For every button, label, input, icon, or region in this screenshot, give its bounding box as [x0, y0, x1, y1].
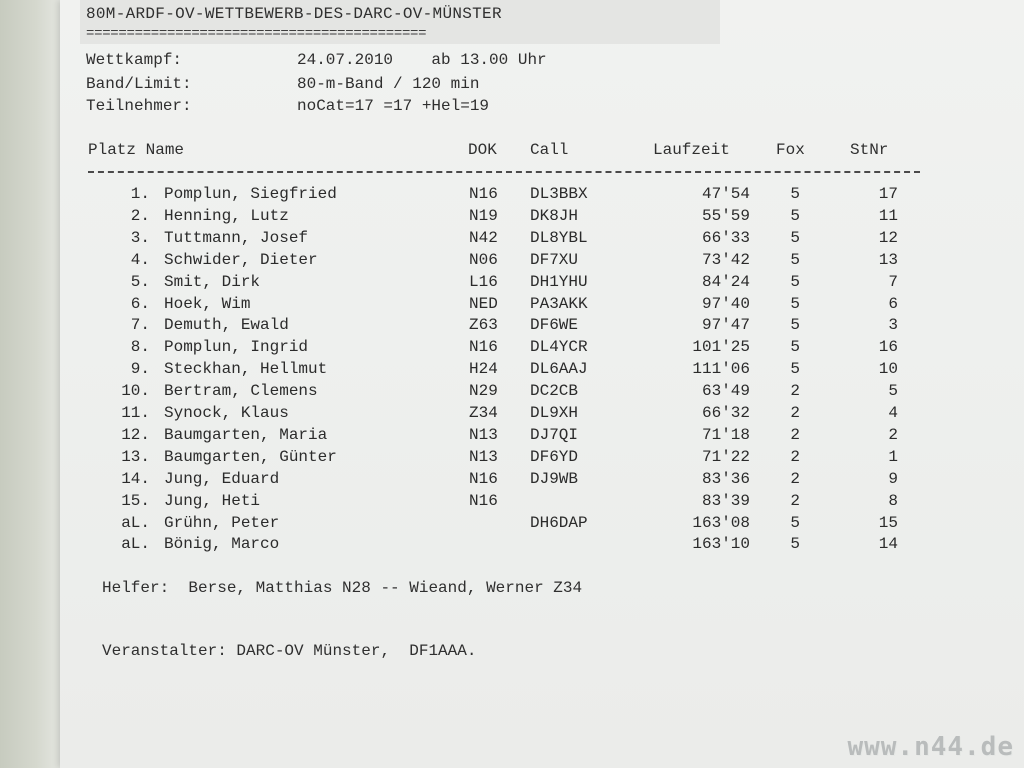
- cell-name: Pomplun, Siegfried: [164, 185, 337, 203]
- cell-laufzeit: 163'08: [692, 513, 750, 532]
- cell-laufzeit: 47'54: [701, 185, 750, 203]
- cell-dok: H24: [469, 360, 498, 379]
- cell-platz: 12.: [121, 425, 150, 444]
- cell-call: DH1YHU: [530, 272, 588, 291]
- cell-platz: 8.: [130, 338, 150, 357]
- cell-laufzeit: 101'25: [692, 338, 750, 357]
- cell-name: Bönig, Marco: [164, 535, 280, 554]
- cell-laufzeit: 97'40: [701, 294, 750, 313]
- cell-laufzeit: 63'49: [701, 382, 750, 401]
- meta-value-band: 80-m-Band / 120 min: [297, 75, 480, 93]
- meta-value-wettkampf: 24.07.2010 ab 13.00 Uhr: [297, 51, 547, 69]
- cell-laufzeit: 55'59: [701, 206, 750, 225]
- cell-call: DF6YD: [530, 447, 579, 466]
- cell-dok: N42: [469, 228, 498, 247]
- cell-call: DL8YBL: [530, 228, 588, 247]
- cell-stnr: 3: [888, 316, 898, 335]
- cell-platz: 4.: [130, 250, 150, 269]
- cell-platz: 11.: [121, 404, 150, 422]
- cell-platz: 5.: [130, 272, 150, 291]
- cell-call: DL6AAJ: [530, 360, 588, 379]
- col-header-platz-name: Platz Name: [88, 141, 185, 159]
- cell-call: DF7XU: [530, 250, 579, 269]
- col-header-fox: Fox: [776, 141, 805, 159]
- col-header-call: Call: [530, 141, 569, 159]
- cell-laufzeit: 83'39: [701, 491, 750, 510]
- cell-name: Baumgarten, Maria: [164, 425, 328, 444]
- cell-stnr: 10: [878, 360, 898, 379]
- cell-name: Schwider, Dieter: [164, 250, 318, 269]
- sheet-title: 80M-ARDF-OV-WETTBEWERB-DES-DARC-OV-MÜNSTER: [86, 5, 502, 23]
- cell-fox: 5: [790, 185, 800, 203]
- cell-fox: 5: [790, 206, 800, 225]
- cell-stnr: 13: [878, 250, 898, 269]
- cell-fox: 5: [790, 316, 800, 335]
- cell-dok: N16: [469, 338, 498, 357]
- cell-platz: aL.: [121, 513, 150, 532]
- cell-dok: N16: [469, 185, 498, 203]
- cell-dok: N19: [469, 206, 498, 225]
- meta-value-teilnehmer: noCat=17 =17 +Hel=19: [297, 97, 490, 115]
- cell-fox: 2: [790, 491, 800, 510]
- cell-call: DF6WE: [530, 316, 579, 335]
- cell-name: Jung, Heti: [164, 491, 261, 510]
- cell-dok: N13: [469, 425, 498, 444]
- cell-stnr: 15: [878, 513, 898, 532]
- cell-laufzeit: 71'18: [701, 425, 750, 444]
- cell-name: Hoek, Wim: [164, 294, 251, 313]
- title-underline: ==========================================: [86, 26, 427, 42]
- meta-label-wettkampf: Wettkampf:: [86, 51, 183, 69]
- cell-dok: N16: [469, 469, 498, 488]
- cell-dok: N06: [469, 250, 498, 269]
- cell-fox: 5: [790, 535, 800, 554]
- cell-call: DL4YCR: [530, 338, 588, 357]
- watermark: www.n44.de: [847, 732, 1014, 762]
- veranstalter-line: Veranstalter: DARC-OV Münster, DF1AAA.: [102, 642, 477, 660]
- cell-name: Smit, Dirk: [164, 272, 261, 291]
- cell-dok: N16: [469, 491, 498, 510]
- cell-call: DJ9WB: [530, 469, 579, 488]
- meta-label-band: Band/Limit:: [86, 75, 192, 93]
- cell-laufzeit: 163'10: [692, 535, 750, 554]
- cell-name: Steckhan, Hellmut: [164, 360, 328, 379]
- cell-fox: 5: [790, 338, 800, 357]
- cell-call: DK8JH: [530, 206, 579, 225]
- cell-name: Synock, Klaus: [164, 404, 289, 422]
- cell-name: Bertram, Clemens: [164, 382, 318, 401]
- cell-dok: NED: [469, 294, 498, 313]
- wall-background: [0, 0, 60, 768]
- cell-fox: 2: [790, 469, 800, 488]
- cell-call: DJ7QI: [530, 425, 579, 444]
- cell-name: Demuth, Ewald: [164, 316, 289, 335]
- cell-call: DC2CB: [530, 382, 579, 401]
- cell-platz: 6.: [130, 294, 150, 313]
- cell-fox: 2: [790, 425, 800, 444]
- cell-fox: 5: [790, 272, 800, 291]
- cell-laufzeit: 66'33: [701, 228, 750, 247]
- cell-dok: L16: [469, 272, 498, 291]
- cell-dok: N13: [469, 447, 498, 466]
- cell-stnr: 5: [888, 382, 898, 401]
- col-header-dok: DOK: [468, 141, 497, 159]
- cell-name: Henning, Lutz: [164, 206, 289, 225]
- cell-stnr: 16: [878, 338, 898, 357]
- cell-platz: 10.: [121, 382, 150, 401]
- cell-fox: 2: [790, 404, 800, 422]
- cell-name: Pomplun, Ingrid: [164, 338, 309, 357]
- col-header-laufzeit: Laufzeit: [653, 141, 730, 159]
- cell-stnr: 1: [888, 447, 898, 466]
- cell-call: PA3AKK: [530, 294, 588, 313]
- meta-label-teilnehmer: Teilnehmer:: [86, 97, 192, 115]
- cell-platz: 3.: [130, 228, 150, 247]
- cell-platz: 2.: [130, 206, 150, 225]
- header-separator: [88, 171, 920, 173]
- cell-laufzeit: 84'24: [701, 272, 750, 291]
- cell-stnr: 12: [878, 228, 898, 247]
- cell-fox: 5: [790, 294, 800, 313]
- cell-stnr: 14: [878, 535, 898, 554]
- cell-platz: aL.: [121, 535, 150, 554]
- helfer-line: Helfer: Berse, Matthias N28 -- Wieand, Werner Z34: [102, 579, 583, 597]
- cell-fox: 5: [790, 513, 800, 532]
- cell-fox: 5: [790, 250, 800, 269]
- cell-name: Jung, Eduard: [164, 469, 280, 488]
- cell-stnr: 8: [888, 491, 898, 510]
- cell-dok: N29: [469, 382, 498, 401]
- cell-platz: 7.: [130, 316, 150, 335]
- cell-stnr: 9: [888, 469, 898, 488]
- cell-laufzeit: 66'32: [701, 404, 750, 422]
- cell-laufzeit: 73'42: [701, 250, 750, 269]
- cell-platz: 13.: [121, 447, 150, 466]
- cell-name: Grühn, Peter: [164, 513, 280, 532]
- cell-fox: 5: [790, 228, 800, 247]
- cell-call: DH6DAP: [530, 513, 588, 532]
- cell-fox: 5: [790, 360, 800, 379]
- cell-laufzeit: 111'06: [692, 360, 750, 379]
- cell-stnr: 11: [878, 206, 898, 225]
- cell-stnr: 2: [888, 425, 898, 444]
- results-sheet: [60, 0, 1024, 768]
- col-header-stnr: StNr: [850, 141, 889, 159]
- cell-name: Baumgarten, Günter: [164, 447, 337, 466]
- cell-call: DL9XH: [530, 404, 579, 422]
- cell-laufzeit: 97'47: [701, 316, 750, 335]
- cell-platz: 1.: [130, 185, 150, 203]
- cell-stnr: 6: [888, 294, 898, 313]
- cell-fox: 2: [790, 447, 800, 466]
- cell-platz: 14.: [121, 469, 150, 488]
- cell-fox: 2: [790, 382, 800, 401]
- cell-stnr: 4: [888, 404, 898, 422]
- cell-platz: 9.: [130, 360, 150, 379]
- cell-name: Tuttmann, Josef: [164, 228, 309, 247]
- cell-call: DL3BBX: [530, 185, 588, 203]
- cell-dok: Z34: [469, 404, 498, 422]
- cell-laufzeit: 83'36: [701, 469, 750, 488]
- cell-laufzeit: 71'22: [701, 447, 750, 466]
- cell-dok: Z63: [469, 316, 498, 335]
- cell-stnr: 17: [878, 185, 898, 203]
- cell-stnr: 7: [888, 272, 898, 291]
- cell-platz: 15.: [121, 491, 150, 510]
